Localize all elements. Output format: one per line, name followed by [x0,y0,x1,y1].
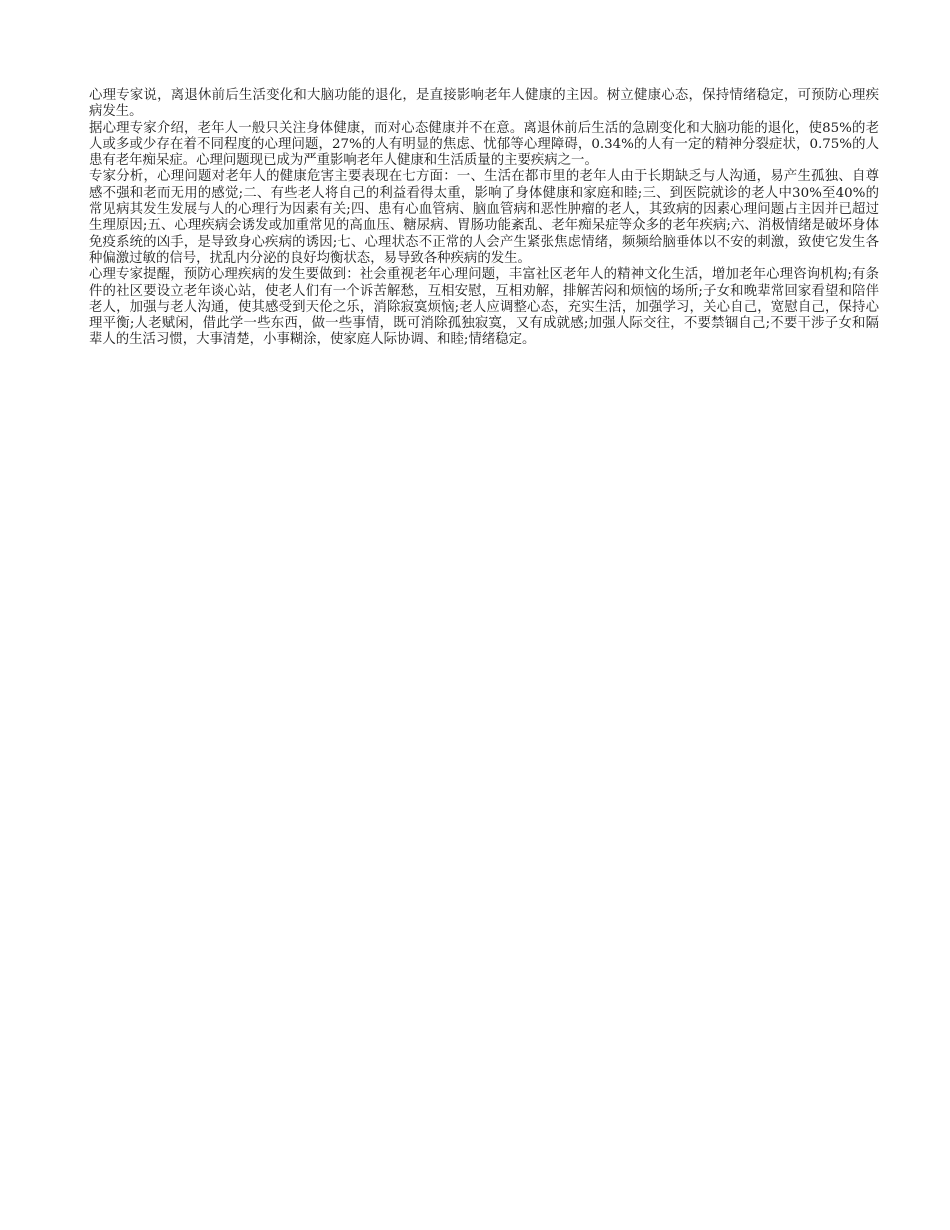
paragraph-intro: 心理专家说，离退休前后生活变化和大脑功能的退化，是直接影响老年人健康的主因。树立健康心态，保持情绪稳定，可预防心理疾病发生。 [89,88,879,120]
document-body [89,88,879,349]
paragraph-analysis: 专家分析，心理问题对老年人的健康危害主要表现在七方面：一、生活在都市里的老年人由于长期缺乏与人沟通，易产生孤独、自尊感不强和老而无用的感觉;二、有些老人将自己的利益看得太重，影响了身体健康和家庭和睦;三、到医院就诊的老人中30%至40%的常见病其发生发展与人的心理行为因素有关;四、患有心血管病、脑血管病和恶性肿瘤的老人，其致病的因素心理问题占主因并已超过生理原因;五、心理疾病会诱发或加重常见的高血压、糖尿病、胃肠功能紊乱、老年痴呆症等众多的老年疾病;六、消极情绪是破坏身体免疫系统的凶手，是导致身心疾病的诱因;七、心理状态不正常的人会产生紧张焦虑情绪，频频给脑垂体以不安的刺激，致使它发生各种偏激过敏的信号，扰乱内分泌的良好均衡状态，易导致各种疾病的发生。 [89,169,879,266]
paragraph-advice: 心理专家提醒，预防心理疾病的发生要做到：社会重视老年心理问题，丰富社区老年人的精神文化生活，增加老年心理咨询机构;有条件的社区要设立老年谈心站，使老人们有一个诉苦解愁，互相安慰，互相劝解，排解苦闷和烦恼的场所;子女和晚辈常回家看望和陪伴老人，加强与老人沟通，使其感受到天伦之乐，消除寂寞烦恼;老人应调整心态，充实生活，加强学习，关心自己，宽慰自己，保持心理平衡;人老赋闲，借此学一些东西，做一些事情，既可消除孤独寂寞，又有成就感;加强人际交往，不要禁锢自己;不要干涉子女和隔辈人的生活习惯，大事清楚，小事糊涂，使家庭人际协调、和睦;情绪稳定。 [89,267,879,348]
paragraph-statistics: 据心理专家介绍，老年人一般只关注身体健康，而对心态健康并不在意。离退休前后生活的急剧变化和大脑功能的退化，使85%的老人或多或少存在着不同程度的心理问题，27%的人有明显的焦虑、忧郁等心理障碍，0.34%的人有一定的精神分裂症状，0.75%的人患有老年痴呆症。心理问题现已成为严重影响老年人健康和生活质量的主要疾病之一。 [89,120,879,169]
